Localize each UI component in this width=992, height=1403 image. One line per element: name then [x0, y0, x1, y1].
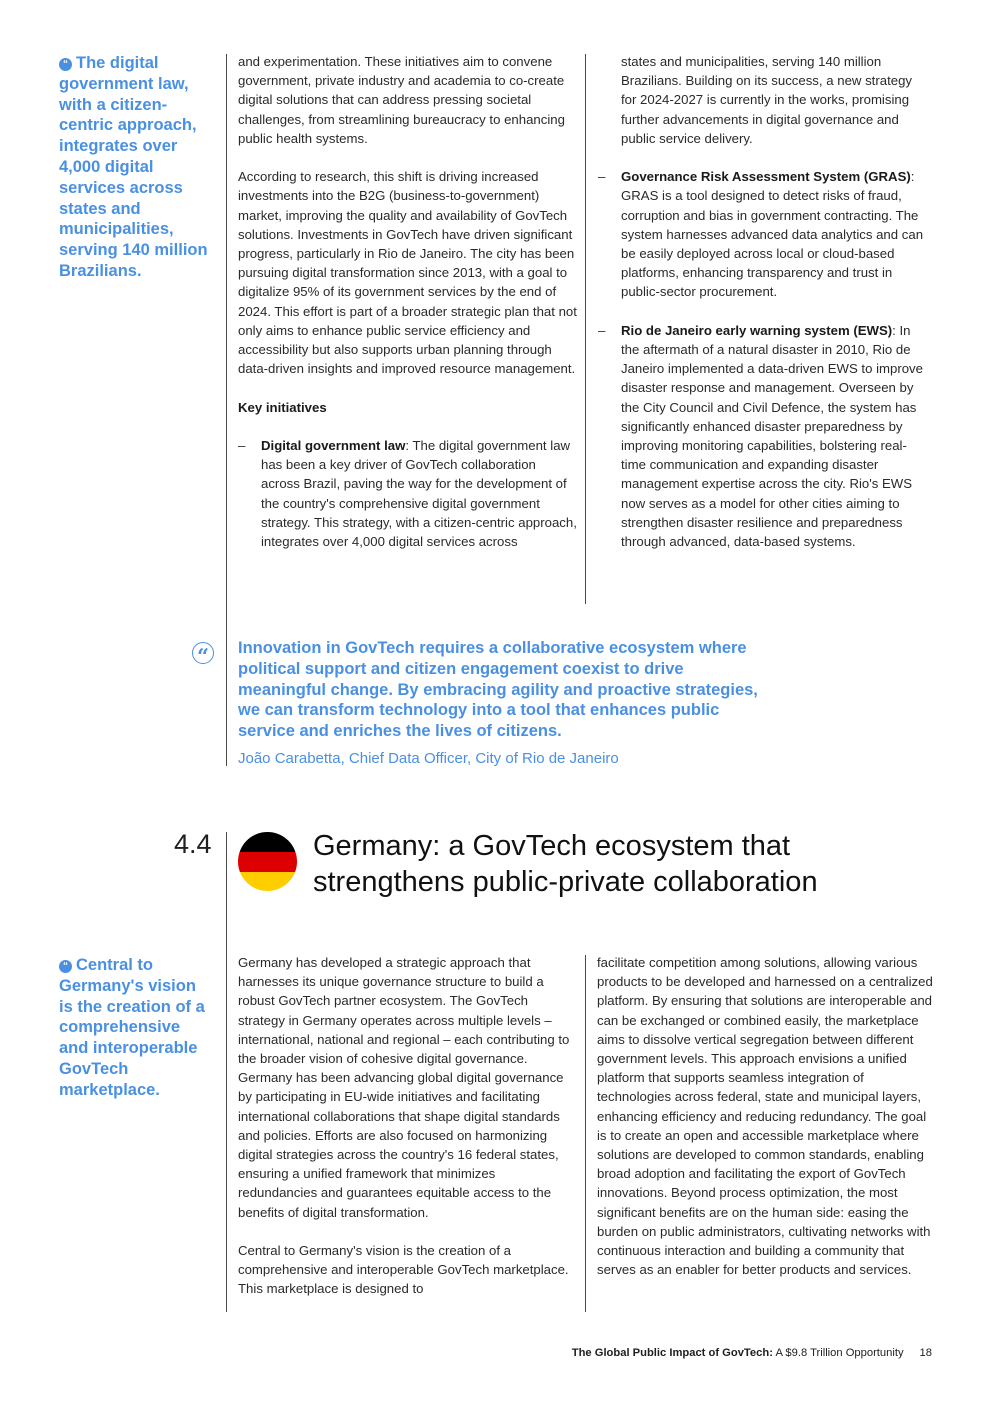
left-rule-bottom [226, 832, 227, 1312]
bullet-text: : The digital government law has been a key driver of GovTech collaboration across Brazil, paving the way for the development of the country's comprehensive digital government strategy. This strategy, with a citizen-centric approach, integrates over 4,000 digital services across [261, 438, 577, 550]
quote-icon: “ [59, 960, 72, 973]
quote-text: Innovation in GovTech requires a collaborative ecosystem where political support and citizen engagement coexist to drive meaningful change. By embracing agility and proactive strategies, we can transform technology into a tool that enhances public service and enriches the lives of citizens. [238, 639, 758, 741]
bullet-title: Governance Risk Assessment System (GRAS) [621, 169, 911, 185]
paragraph: facilitate competition among solutions, allowing various products to be developed and harnessed on a centralized platform. By ensuring that solutions are interoperable and can be exchanged or combined easily, the marketplace aims to dissolve vertical segregation between different government levels. This approach envisions a unified platform that supports seamless integration of technologies across federal, state and municipal layers, enhancing efficiency and reducing redundancy. The goal is to create an open and accessible marketplace where solutions are developed to common standards, enabling broad adoption and facilitating the export of GovTech innovations. Beyond process optimization, the most significant benefits are on the human side: easing the burden on public administrators, cultivating networks with continuous interaction and building a community that serves as an enabler for better products and services. [597, 955, 933, 1278]
pull-quote-text: The digital government law, with a citizen-centric approach, integrates over 4,000 digital services across states and municipalities, serving 140 million Brazilians. [59, 54, 208, 280]
column-1-bottom [238, 953, 574, 1299]
bullet-digital-government-law: – Digital government law: The digital government law has been a key driver of GovTech collaboration across Brazil, paving the way for the development of the country's comprehensive digital government strategy. This strategy, with a citizen-centric approach, integrates over 4,000 digital services across [238, 438, 577, 550]
bullet-title: Digital government law [261, 438, 406, 454]
left-rule [226, 54, 227, 766]
pull-quote-text: Central to Germany's vision is the creation of a comprehensive and interoperable GovTech marketplace. [59, 956, 205, 1099]
page-number: 18 [919, 1347, 932, 1359]
footer-subtitle: A $9.8 Trillion Opportunity [772, 1347, 904, 1359]
pull-quote-germany [59, 955, 211, 1101]
bullet-text: : GRAS is a tool designed to detect risks of fraud, corruption and bias in government contracting. The system harnesses advanced data analytics and can be easily deployed across local or cloud-based platforms, enhancing transparency and trust in public-sector procurement. [621, 169, 924, 300]
paragraph: Germany has developed a strategic approach that harnesses its unique governance structure to build a robust GovTech partner ecosystem. The GovTech strategy in Germany operates across multiple levels – international, national and regional – each contributing to the broader vision of cohesive digital governance. Germany has been advancing global digital governance by participating in EU-wide initiatives and facilitating international collaborations that shape digital standards and policies. Efforts are also focused on harmonizing digital strategies across the country's 16 federal states, ensuring a unified framework that minimizes redundancies and guarantees equitable access to the benefits of digital transformation. [238, 955, 570, 1220]
pull-quote-digital-law [59, 53, 215, 282]
paragraph: Central to Germany's vision is the creation of a comprehensive and interoperable GovTech marketplace. This marketplace is designed to [238, 1243, 569, 1297]
featured-quote [238, 638, 768, 769]
page-footer [572, 1347, 932, 1359]
bullet-gras: – Governance Risk Assessment System (GRAS): GRAS is a tool designed to detect risks of fraud, corruption and bias in government contracting. The system harnesses advanced data analytics and can be easily deployed across local or cloud-based platforms, enhancing transparency and trust in public-sector procurement. [598, 169, 924, 300]
section-title: Germany: a GovTech ecosystem that strengthens public-private collaboration [313, 830, 818, 898]
quote-attribution: João Carabetta, Chief Data Officer, City of Rio de Janeiro [238, 749, 619, 767]
paragraph: states and municipalities, serving 140 million Brazilians. Building on its success, a new strategy for 2024-2027 is currently in the works, promising further advancements in digital governance and public service delivery. [621, 54, 912, 146]
quote-icon: “ [59, 58, 72, 71]
column-divider-bottom [585, 955, 586, 1312]
column-1-top [238, 52, 578, 570]
paragraph: According to research, this shift is driving increased investments into the B2G (business-to-government) market, improving the quality and availability of GovTech solutions. Investments in GovTech have driven significant progress, particularly in Rio de Janeiro. The city has been pursuing digital transformation since 2013, with a goal to digitalize 95% of its government services by the end of 2024. This effort is part of a broader strategic plan that not only aims to enhance public service efficiency and accessibility but also supports urban planning through data-driven insights and improved resource management. [238, 169, 577, 377]
paragraph: and experimentation. These initiatives aim to convene government, private industry and academia to co-create digital solutions that can address pressing societal challenges, from streamlining bureaucracy to enhancing public health systems. [238, 54, 565, 146]
section-number: 4.4 [174, 829, 212, 859]
column-2-bottom [597, 953, 937, 1279]
column-2-top [598, 52, 930, 570]
germany-flag-icon [238, 832, 297, 891]
footer-title: The Global Public Impact of GovTech: [571, 1347, 773, 1359]
column-divider-top [585, 54, 586, 604]
quotation-mark-icon: “ [192, 642, 214, 664]
bullet-title: Rio de Janeiro early warning system (EWS) [621, 322, 893, 338]
bullet-text: : In the aftermath of a natural disaster in 2010, Rio de Janeiro implemented a data-driven EWS to improve disaster response and management. Overseen by the City Council and Civil Defence, the system has significantly enhanced disaster preparedness by improving monitoring capabilities, bolstering real-time communication and expanding disaster management expertise across the city. Rio's EWS now serves as a model for other cities aiming to strengthen disaster resilience and preparedness through advanced, data-based systems. [621, 322, 923, 550]
key-initiatives-heading: Key initiatives [238, 399, 327, 415]
bullet-ews: – Rio de Janeiro early warning system (EWS): In the aftermath of a natural disaster in 2010, Rio de Janeiro implemented a data-driven EWS to improve disaster response and management. Overseen by the City Council and Civil Defence, the system has significantly enhanced disaster preparedness by improving monitoring capabilities, bolstering real-time communication and expanding disaster management expertise across the city. Rio's EWS now serves as a model for other cities aiming to strengthen disaster resilience and preparedness through advanced, data-based systems. [598, 322, 923, 550]
